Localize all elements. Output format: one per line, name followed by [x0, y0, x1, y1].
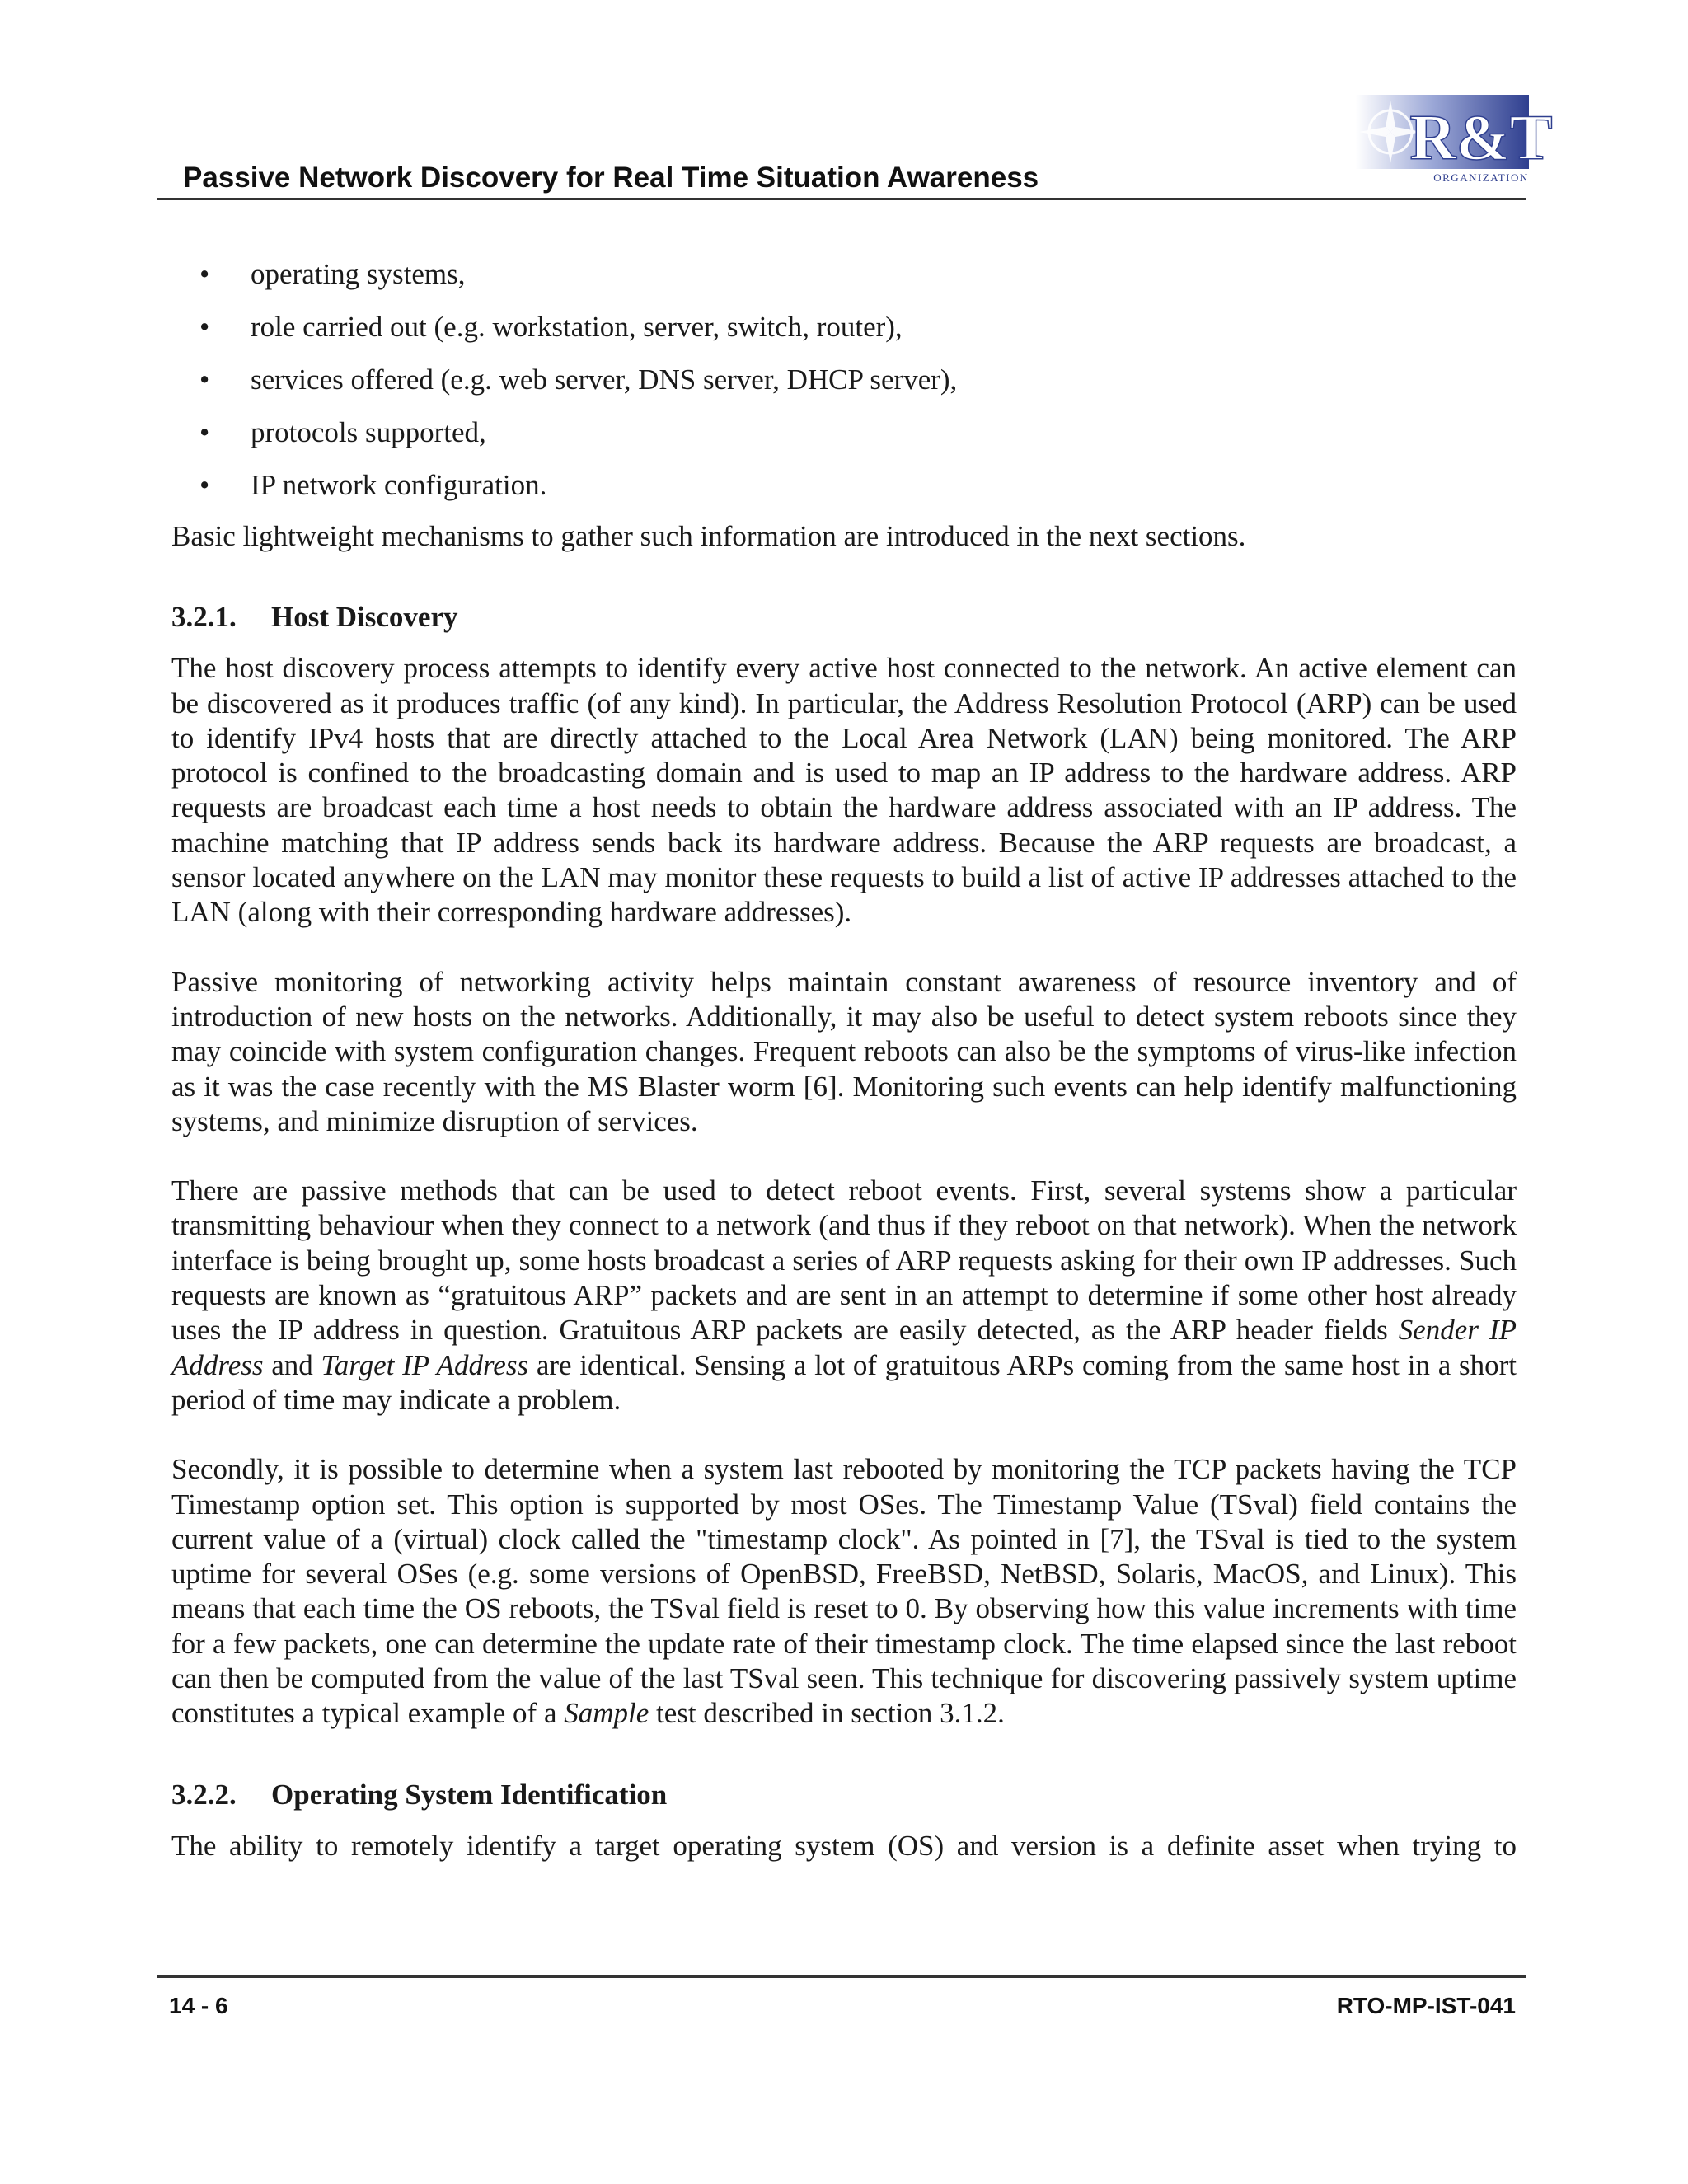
list-item: [171, 468, 1517, 503]
paragraph-os-identification: The ability to remotely identify a target operating system (OS) and version is a definite asset when trying to: [171, 1829, 1517, 1862]
intro-paragraph: Basic lightweight mechanisms to gather such information are introduced in the next sections.: [171, 520, 1246, 552]
list-item: [171, 257, 1517, 292]
list-item-text: services offered (e.g. web server, DNS server, DHCP server),: [251, 363, 958, 396]
list-item: [171, 415, 1517, 450]
list-item-text: operating systems,: [251, 258, 466, 290]
bullet-icon: •: [199, 469, 210, 501]
page-body: [171, 257, 1517, 1863]
list-item: [171, 310, 1517, 344]
paragraph-reboot-detection: [171, 1174, 1517, 1418]
bullet-icon: •: [199, 416, 210, 448]
logo-letters: R&T: [1409, 101, 1553, 173]
paragraph-text: Secondly, it is possible to determine when a system last rebooted by monitoring the TCP packets having the TCP Timestamp option set. This option is supported by most OSes. The Timestamp Value (TSval) field contains the current value of a (virtual) clock called the "timestamp clock". As pointed in [7], the TSval is tied to the system uptime for several OSes (e.g. some versions of OpenBSD, FreeBSD, NetBSD, Solaris, MacOS, and Linux). This means that each time the OS reboots, the TSval field is reset to 0. By observing how this value increments with time for a few packets, one can determine the update rate of their timestamp clock. The time elapsed since the last reboot can then be computed from the value of the last TSval seen. This technique for discovering passively system uptime constitutes a typical example of a: [171, 1453, 1517, 1730]
paragraph-text: and: [263, 1348, 321, 1381]
emphasis-text: Sender IP Address: [171, 1314, 1517, 1381]
document-id: RTO-MP-IST-041: [1336, 1993, 1516, 2018]
bullet-icon: •: [199, 311, 210, 343]
footer-rule: [157, 1975, 1526, 1978]
emphasis-text: Sample: [564, 1697, 649, 1730]
section-number: 3.2.2.: [171, 1778, 237, 1811]
rt-organization-logo: [1339, 87, 1553, 185]
section-title: Operating System Identification: [271, 1778, 668, 1811]
paragraph-tcp-timestamp: [171, 1452, 1517, 1731]
list-item: [171, 363, 1517, 397]
list-item-text: protocols supported,: [251, 416, 486, 448]
bullet-list: [171, 257, 1517, 503]
emphasis-text: Target IP Address: [321, 1348, 529, 1381]
list-item-text: role carried out (e.g. workstation, server, switch, router),: [251, 311, 903, 343]
bullet-icon: •: [199, 363, 210, 396]
section-number: 3.2.1.: [171, 601, 237, 634]
section-heading-3-2-2: [171, 1778, 1517, 1812]
list-item-text: IP network configuration.: [251, 469, 547, 501]
paragraph-text: are identical. Sensing a lot of gratuitous ARPs coming from the same host in a short period of time may indicate a problem.: [171, 1348, 1517, 1416]
paragraph-host-discovery: The host discovery process attempts to identify every active host connected to the network. An active element can be discovered as it produces traffic (of any kind). In particular, the Address Resolution Protocol (ARP) can be used to identify IPv4 hosts that are directly attached to the Local Area Network (LAN) being monitored. The ARP protocol is confined to the broadcasting domain and is used to map an IP address to the hardware address. ARP requests are broadcast each time a host needs to obtain the hardware address associated with an IP address. The machine matching that IP address sends back its hardware address. Because the ARP requests are broadcast, a sensor located anywhere on the LAN may monitor these requests to build a list of active IP addresses attached to the LAN (along with their corresponding hardware addresses).: [171, 652, 1517, 929]
paragraph-passive-monitoring: Passive monitoring of networking activity helps maintain constant awareness of resource inventory and of introduction of new hosts on the networks. Additionally, it may also be useful to detect system reboots since they may coincide with system configuration changes. Frequent reboots can also be the symptoms of virus-like infection as it was the case recently with the MS Blaster worm [6]. Monitoring such events can help identify malfunctioning systems, and minimize disruption of services.: [171, 965, 1517, 1137]
paragraph-text: There are passive methods that can be used to detect reboot events. First, several systems show a particular transmitting behaviour when they connect to a network (and thus if they reboot on that network). When the network interface is being brought up, some hosts broadcast a series of ARP requests asking for their own IP addresses. Such requests are known as “gratuitous ARP” packets and are sent in an attempt to determine if some other host already uses the IP address in question. Gratuitous ARP packets are easily detected, as the ARP header fields: [171, 1174, 1517, 1347]
bullet-icon: •: [199, 258, 210, 290]
header-rule: [157, 198, 1526, 200]
page-header-title: Passive Network Discovery for Real Time Situation Awareness: [183, 162, 1039, 194]
section-heading-3-2-1: [171, 600, 1517, 635]
paragraph-text: test described in section 3.1.2.: [649, 1697, 1005, 1730]
logo-subtext: ORGANIZATION: [1433, 171, 1529, 184]
page-number: 14 - 6: [169, 1993, 228, 2018]
section-title: Host Discovery: [271, 601, 458, 634]
